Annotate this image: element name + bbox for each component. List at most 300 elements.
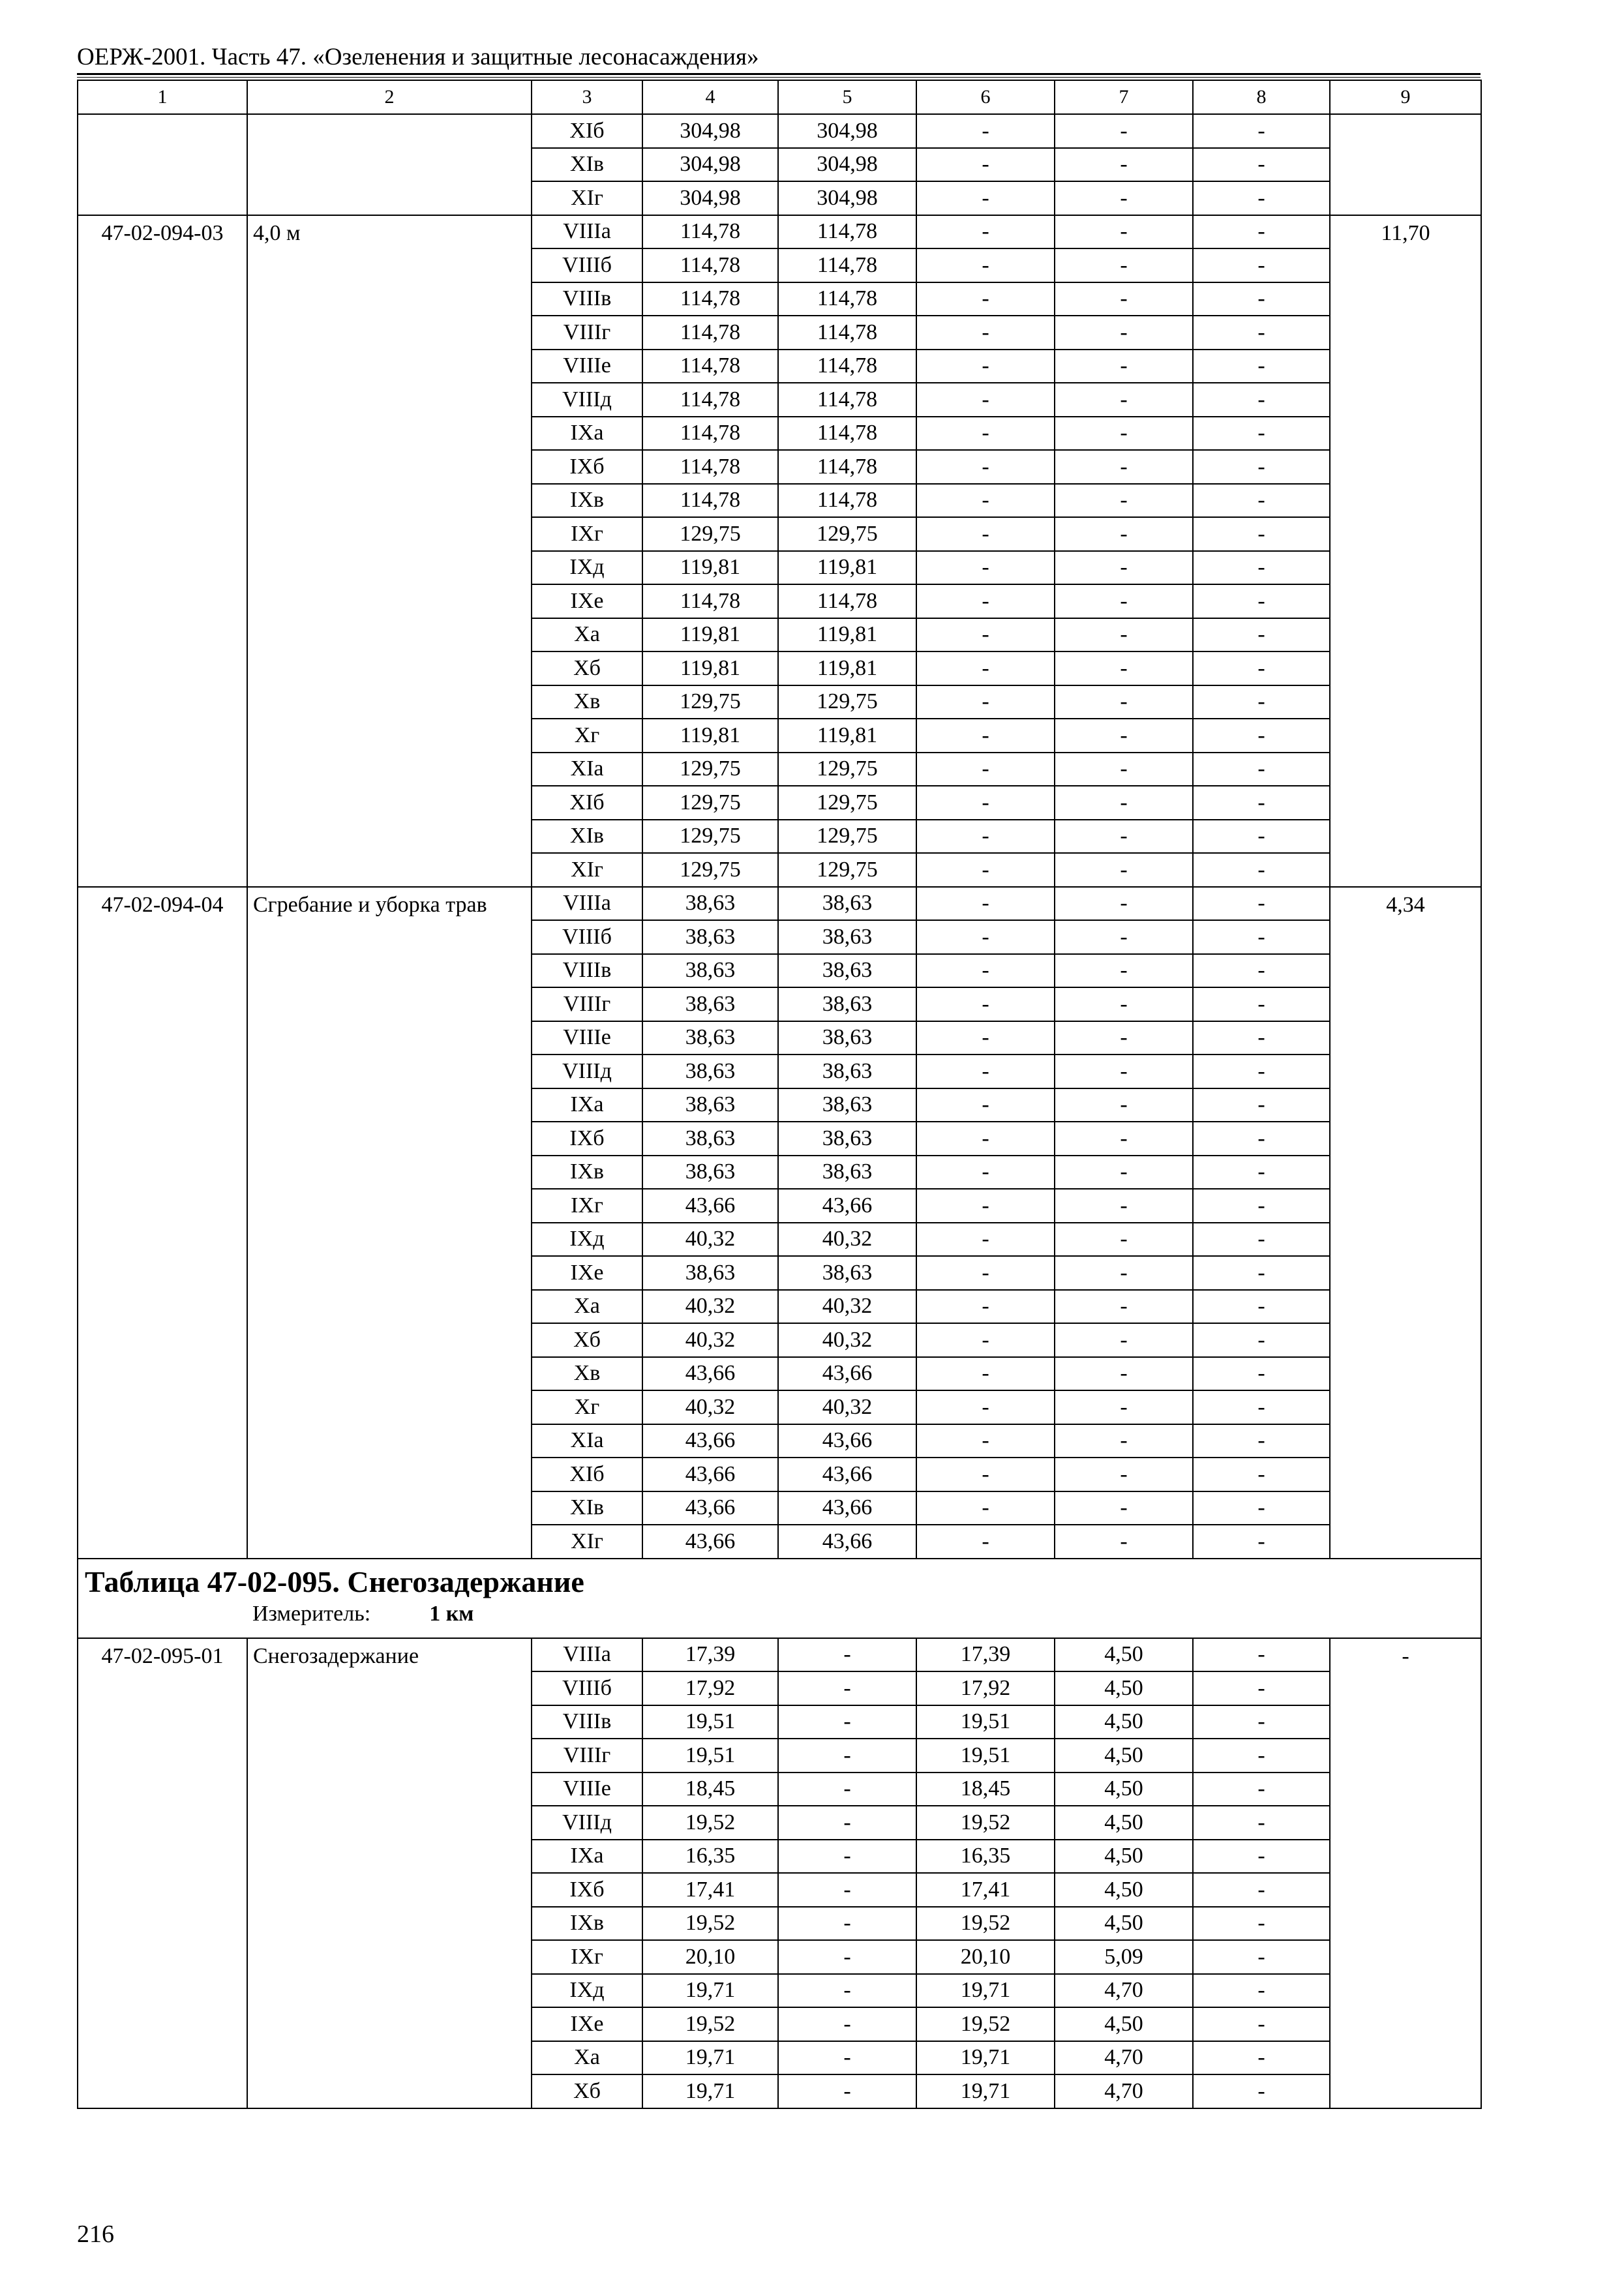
value-cell: - xyxy=(1055,1122,1193,1156)
value-cell: - xyxy=(1193,148,1330,182)
norms-table xyxy=(77,80,1482,2109)
value-cell: XIб xyxy=(532,114,642,148)
value-cell: - xyxy=(1193,987,1330,1021)
value-cell: IXа xyxy=(532,417,642,451)
value-cell: VIIIв xyxy=(532,282,642,316)
value-cell: 129,75 xyxy=(778,820,916,854)
value-cell: 19,52 xyxy=(642,1907,778,1941)
value-cell: - xyxy=(1193,1671,1330,1705)
value-cell: VIIIг xyxy=(532,1739,642,1773)
value-cell: - xyxy=(916,987,1055,1021)
value-cell: IXе xyxy=(532,584,642,618)
value-cell: IXа xyxy=(532,1840,642,1874)
value-cell: 38,63 xyxy=(642,1088,778,1122)
value-cell: 119,81 xyxy=(642,719,778,753)
value-cell: 4,50 xyxy=(1055,1840,1193,1874)
value-cell: - xyxy=(1055,417,1193,451)
value-cell: 38,63 xyxy=(642,1055,778,1088)
value-cell: 38,63 xyxy=(778,887,916,921)
value-cell: 119,81 xyxy=(778,651,916,685)
table-row xyxy=(78,215,1481,249)
value-cell: - xyxy=(916,584,1055,618)
value-cell: 40,32 xyxy=(642,1323,778,1357)
value-cell: - xyxy=(1193,1424,1330,1458)
value-cell: 38,63 xyxy=(642,887,778,921)
value-cell: 304,98 xyxy=(642,148,778,182)
value-cell: Xб xyxy=(532,1323,642,1357)
value-cell: 19,51 xyxy=(916,1705,1055,1739)
value-cell: - xyxy=(1055,1525,1193,1559)
value-cell: 4,50 xyxy=(1055,1773,1193,1806)
value-cell: - xyxy=(916,450,1055,484)
cipher-cell: 47-02-094-04 xyxy=(78,887,247,1559)
value-cell: - xyxy=(778,1739,916,1773)
value-cell: 17,41 xyxy=(916,1873,1055,1907)
value-cell: XIв xyxy=(532,148,642,182)
value-cell: - xyxy=(1193,1840,1330,1874)
value-cell: - xyxy=(1193,1940,1330,1974)
value-cell: IXд xyxy=(532,551,642,585)
value-cell: 38,63 xyxy=(642,1122,778,1156)
value-cell: IXе xyxy=(532,1256,642,1290)
value-cell: IXб xyxy=(532,1873,642,1907)
value-cell: 19,71 xyxy=(916,2074,1055,2108)
value-cell: 38,63 xyxy=(642,987,778,1021)
value-cell: IXг xyxy=(532,517,642,551)
value-cell: - xyxy=(1193,1357,1330,1391)
value-cell: - xyxy=(916,618,1055,652)
value-cell: - xyxy=(778,1638,916,1672)
value-cell: 17,92 xyxy=(642,1671,778,1705)
cipher-cell: 47-02-094-03 xyxy=(78,215,247,887)
value-cell: - xyxy=(916,685,1055,719)
value-cell: 4,50 xyxy=(1055,1873,1193,1907)
value-cell: - xyxy=(1055,786,1193,820)
value-cell: - xyxy=(1055,484,1193,518)
value-cell: 114,78 xyxy=(778,316,916,350)
value-cell: - xyxy=(916,887,1055,921)
value-cell: - xyxy=(778,2041,916,2075)
value-cell: - xyxy=(1193,618,1330,652)
value-cell: VIIIа xyxy=(532,887,642,921)
value-cell: - xyxy=(1193,1088,1330,1122)
column-number: 1 xyxy=(78,80,247,114)
value-cell: - xyxy=(1055,1088,1193,1122)
value-cell: - xyxy=(778,1773,916,1806)
value-cell: 114,78 xyxy=(778,417,916,451)
value-cell: 38,63 xyxy=(778,1122,916,1156)
value-cell: - xyxy=(1193,954,1330,988)
value-cell: 119,81 xyxy=(642,618,778,652)
value-cell: - xyxy=(916,1189,1055,1223)
value-cell: Xа xyxy=(532,2041,642,2075)
value-cell: IXд xyxy=(532,1223,642,1257)
value-cell: 114,78 xyxy=(778,248,916,282)
value-cell: - xyxy=(916,282,1055,316)
value-cell: - xyxy=(1193,1525,1330,1559)
value-cell: - xyxy=(1055,1189,1193,1223)
value-cell: 4,70 xyxy=(1055,2074,1193,2108)
value-cell: 38,63 xyxy=(642,1256,778,1290)
value-cell: 43,66 xyxy=(778,1491,916,1525)
value-cell: 129,75 xyxy=(778,753,916,786)
value-cell: XIб xyxy=(532,1458,642,1491)
value-cell: - xyxy=(1055,517,1193,551)
value-cell: 119,81 xyxy=(778,719,916,753)
value-cell: 19,71 xyxy=(642,1974,778,2008)
value-cell: - xyxy=(1055,1491,1193,1525)
value-cell: - xyxy=(1193,1773,1330,1806)
value-cell: Xа xyxy=(532,618,642,652)
value-cell: - xyxy=(916,1290,1055,1324)
value-cell: - xyxy=(1055,887,1193,921)
value-cell: 19,71 xyxy=(916,1974,1055,2008)
value-cell: VIIIб xyxy=(532,920,642,954)
value-cell: IXв xyxy=(532,484,642,518)
value-cell: 43,66 xyxy=(778,1458,916,1491)
value-cell: - xyxy=(1193,1189,1330,1223)
value-cell: - xyxy=(1055,1390,1193,1424)
value-cell: 4,50 xyxy=(1055,1739,1193,1773)
value-cell: - xyxy=(778,1873,916,1907)
cipher-cell: 47-02-095-01 xyxy=(78,1638,247,2108)
value-cell: 19,52 xyxy=(916,1907,1055,1941)
value-cell: - xyxy=(916,417,1055,451)
value-cell: - xyxy=(916,1021,1055,1055)
value-cell: - xyxy=(916,820,1055,854)
column-number: 4 xyxy=(642,80,778,114)
value-cell: 119,81 xyxy=(778,551,916,585)
value-cell: 38,63 xyxy=(778,1055,916,1088)
work-name-cell: 4,0 м xyxy=(247,215,532,887)
value-cell: 129,75 xyxy=(642,685,778,719)
value-cell: - xyxy=(1193,551,1330,585)
value-cell: 114,78 xyxy=(642,484,778,518)
page-number: 216 xyxy=(77,2221,114,2248)
value-cell: 38,63 xyxy=(778,1021,916,1055)
value-cell: - xyxy=(778,1671,916,1705)
value-cell: - xyxy=(916,1357,1055,1391)
value-cell: 16,35 xyxy=(916,1840,1055,1874)
value-cell: 43,66 xyxy=(642,1424,778,1458)
value-cell: - xyxy=(1055,383,1193,417)
value-cell: VIIIд xyxy=(532,1806,642,1840)
value-cell: VIIIд xyxy=(532,383,642,417)
value-cell: - xyxy=(1193,1491,1330,1525)
value-cell: - xyxy=(1055,316,1193,350)
value-cell: - xyxy=(916,316,1055,350)
value-cell: 119,81 xyxy=(778,618,916,652)
value-cell: - xyxy=(916,1491,1055,1525)
value-cell: XIв xyxy=(532,820,642,854)
value-cell: VIIIе xyxy=(532,1021,642,1055)
value-cell: - xyxy=(1193,651,1330,685)
value-cell: - xyxy=(1193,350,1330,383)
value-cell: - xyxy=(1193,282,1330,316)
value-cell: - xyxy=(916,719,1055,753)
value-cell: VIIIе xyxy=(532,350,642,383)
value-cell: VIIIд xyxy=(532,1055,642,1088)
value-cell: 38,63 xyxy=(642,920,778,954)
value-cell: 43,66 xyxy=(642,1525,778,1559)
value-cell: VIIIв xyxy=(532,954,642,988)
value-cell: XIг xyxy=(532,181,642,215)
value-cell: - xyxy=(916,350,1055,383)
value-cell: - xyxy=(916,1088,1055,1122)
value-cell: 19,71 xyxy=(642,2074,778,2108)
value-cell: - xyxy=(1193,719,1330,753)
value-cell: - xyxy=(916,954,1055,988)
value-cell: 19,51 xyxy=(916,1739,1055,1773)
value-cell: - xyxy=(778,1840,916,1874)
value-cell: - xyxy=(1193,181,1330,215)
work-name-cell: Сгребание и уборка трав xyxy=(247,887,532,1559)
value-cell: - xyxy=(1193,1390,1330,1424)
value-cell: - xyxy=(916,181,1055,215)
table-row xyxy=(78,887,1481,921)
value-cell: - xyxy=(1055,719,1193,753)
value-cell: - xyxy=(1193,1122,1330,1156)
value-cell: - xyxy=(1193,114,1330,148)
value-cell: - xyxy=(916,517,1055,551)
value-cell: - xyxy=(1055,820,1193,854)
value-cell: Xв xyxy=(532,685,642,719)
value-cell: - xyxy=(1193,215,1330,249)
value-cell: - xyxy=(1055,1223,1193,1257)
value-cell: - xyxy=(916,1256,1055,1290)
value-cell: - xyxy=(1193,517,1330,551)
value-cell: - xyxy=(778,1705,916,1739)
value-cell: 114,78 xyxy=(642,248,778,282)
value-cell: 18,45 xyxy=(642,1773,778,1806)
value-cell: - xyxy=(1055,1458,1193,1491)
value-cell: - xyxy=(916,215,1055,249)
value-cell: - xyxy=(1055,1323,1193,1357)
value-cell: IXб xyxy=(532,1122,642,1156)
value-cell: - xyxy=(1055,114,1193,148)
value-cell: 114,78 xyxy=(778,282,916,316)
value-cell: 114,78 xyxy=(642,584,778,618)
value-cell: 129,75 xyxy=(642,786,778,820)
value-cell: - xyxy=(916,1223,1055,1257)
value-cell: 19,52 xyxy=(642,2007,778,2041)
value-cell: - xyxy=(916,1458,1055,1491)
section-heading-cell xyxy=(78,1559,1481,1638)
value-cell: 19,71 xyxy=(642,2041,778,2075)
value-cell: 19,51 xyxy=(642,1705,778,1739)
value-cell: - xyxy=(1055,1256,1193,1290)
work-name-cell: Снегозадержание xyxy=(247,1638,532,2108)
value-cell: 19,71 xyxy=(916,2041,1055,2075)
value-cell: XIа xyxy=(532,753,642,786)
value-cell: - xyxy=(778,2007,916,2041)
value-cell: 114,78 xyxy=(642,316,778,350)
value-cell: Xа xyxy=(532,1290,642,1324)
value-cell: 114,78 xyxy=(778,383,916,417)
value-cell: 129,75 xyxy=(642,753,778,786)
value-cell: XIг xyxy=(532,853,642,887)
column-number: 2 xyxy=(247,80,532,114)
value-cell: 43,66 xyxy=(778,1357,916,1391)
value-cell: - xyxy=(916,1122,1055,1156)
value-cell: - xyxy=(916,248,1055,282)
value-cell: 43,66 xyxy=(778,1189,916,1223)
value-cell: - xyxy=(1193,853,1330,887)
value-cell: - xyxy=(1193,2007,1330,2041)
value-cell: 4,50 xyxy=(1055,1671,1193,1705)
column-number-row xyxy=(78,80,1481,114)
value-cell: IXг xyxy=(532,1940,642,1974)
value-cell: - xyxy=(1193,1705,1330,1739)
value-cell: - xyxy=(1055,1156,1193,1189)
value-cell: 4,70 xyxy=(1055,2041,1193,2075)
value-cell: - xyxy=(1055,618,1193,652)
value-cell: - xyxy=(1193,2074,1330,2108)
value-cell: 18,45 xyxy=(916,1773,1055,1806)
table-row xyxy=(78,1638,1481,1672)
value-cell: - xyxy=(1055,954,1193,988)
value-cell: 114,78 xyxy=(642,350,778,383)
value-cell: 129,75 xyxy=(778,685,916,719)
value-cell: - xyxy=(1055,1021,1193,1055)
value-cell: 20,10 xyxy=(916,1940,1055,1974)
value-cell: - xyxy=(1055,753,1193,786)
value-cell: 38,63 xyxy=(642,954,778,988)
value-cell: IXа xyxy=(532,1088,642,1122)
value-cell: - xyxy=(778,1974,916,2008)
value-cell: Xг xyxy=(532,719,642,753)
column-number: 8 xyxy=(1193,80,1330,114)
value-cell: - xyxy=(916,920,1055,954)
value-cell: - xyxy=(1193,1256,1330,1290)
value-cell: 40,32 xyxy=(642,1390,778,1424)
value-cell: 114,78 xyxy=(642,215,778,249)
value-cell: 16,35 xyxy=(642,1840,778,1874)
value-cell: VIIIб xyxy=(532,248,642,282)
value-cell: 38,63 xyxy=(778,987,916,1021)
value-cell: 4,50 xyxy=(1055,1806,1193,1840)
value-cell: 19,51 xyxy=(642,1739,778,1773)
value-cell: 43,66 xyxy=(642,1189,778,1223)
value-cell: 43,66 xyxy=(778,1525,916,1559)
value-cell: - xyxy=(1193,248,1330,282)
value-cell: 43,66 xyxy=(642,1491,778,1525)
value-cell: IXе xyxy=(532,2007,642,2041)
value-cell: 17,92 xyxy=(916,1671,1055,1705)
value-cell: - xyxy=(1055,181,1193,215)
value-cell: - xyxy=(916,551,1055,585)
value-cell: 40,32 xyxy=(642,1223,778,1257)
value-cell: 43,66 xyxy=(778,1424,916,1458)
value-cell: 19,52 xyxy=(916,2007,1055,2041)
value-cell: - xyxy=(1193,584,1330,618)
value-cell: - xyxy=(1193,383,1330,417)
value-cell: 129,75 xyxy=(778,517,916,551)
value-cell: - xyxy=(778,1806,916,1840)
value-cell: - xyxy=(1193,1739,1330,1773)
value-cell: - xyxy=(916,484,1055,518)
value-cell: - xyxy=(1193,786,1330,820)
header-rule-thin xyxy=(77,77,1481,78)
value-cell: 129,75 xyxy=(642,517,778,551)
value-cell: 4,50 xyxy=(1055,1638,1193,1672)
value-cell: VIIIе xyxy=(532,1773,642,1806)
value-cell: - xyxy=(1055,853,1193,887)
value-cell: - xyxy=(1055,987,1193,1021)
value-cell: 38,63 xyxy=(778,1156,916,1189)
column-number: 5 xyxy=(778,80,916,114)
value-cell: Xв xyxy=(532,1357,642,1391)
value-cell: 129,75 xyxy=(778,786,916,820)
value-cell: - xyxy=(1055,350,1193,383)
header-rule xyxy=(77,73,1481,75)
value-cell: - xyxy=(1193,1223,1330,1257)
value-cell: IXв xyxy=(532,1907,642,1941)
value-cell: 17,41 xyxy=(642,1873,778,1907)
value-cell: - xyxy=(1193,820,1330,854)
meter-label: Измеритель: xyxy=(252,1601,371,1626)
table-row xyxy=(78,114,1481,148)
value-cell: 38,63 xyxy=(778,920,916,954)
value-cell: - xyxy=(1055,584,1193,618)
value-cell: - xyxy=(1193,417,1330,451)
value-cell: 19,52 xyxy=(916,1806,1055,1840)
value-cell: 114,78 xyxy=(778,450,916,484)
value-cell: - xyxy=(1055,450,1193,484)
value-cell: - xyxy=(778,1940,916,1974)
value-cell: 129,75 xyxy=(642,820,778,854)
value-cell: 114,78 xyxy=(778,484,916,518)
value-cell: 40,32 xyxy=(642,1290,778,1324)
value-cell: Xб xyxy=(532,651,642,685)
value-cell: - xyxy=(1055,651,1193,685)
value-cell: IXб xyxy=(532,450,642,484)
value-cell: - xyxy=(1055,685,1193,719)
column-9-cell xyxy=(1330,114,1481,215)
value-cell: 119,81 xyxy=(642,651,778,685)
value-cell: 304,98 xyxy=(778,114,916,148)
value-cell: 19,52 xyxy=(642,1806,778,1840)
value-cell: - xyxy=(1055,551,1193,585)
value-cell: 114,78 xyxy=(778,584,916,618)
value-cell: 40,32 xyxy=(778,1290,916,1324)
value-cell: 40,32 xyxy=(778,1223,916,1257)
value-cell: XIг xyxy=(532,1525,642,1559)
value-cell: XIб xyxy=(532,786,642,820)
column-9-cell: 4,34 xyxy=(1330,887,1481,1559)
column-9-cell: 11,70 xyxy=(1330,215,1481,887)
value-cell: Xг xyxy=(532,1390,642,1424)
value-cell: - xyxy=(916,148,1055,182)
value-cell: - xyxy=(1055,1357,1193,1391)
value-cell: - xyxy=(916,114,1055,148)
meter-line xyxy=(85,1600,1481,1628)
value-cell: - xyxy=(916,1424,1055,1458)
value-cell: - xyxy=(1193,1290,1330,1324)
value-cell: 38,63 xyxy=(642,1021,778,1055)
value-cell: - xyxy=(916,1525,1055,1559)
value-cell: - xyxy=(1055,148,1193,182)
value-cell: - xyxy=(1193,1021,1330,1055)
value-cell: Xб xyxy=(532,2074,642,2108)
value-cell: 114,78 xyxy=(642,383,778,417)
value-cell: - xyxy=(1193,1806,1330,1840)
value-cell: 4,50 xyxy=(1055,2007,1193,2041)
value-cell: 129,75 xyxy=(778,853,916,887)
value-cell: - xyxy=(1193,484,1330,518)
value-cell: - xyxy=(916,1390,1055,1424)
value-cell: IXг xyxy=(532,1189,642,1223)
